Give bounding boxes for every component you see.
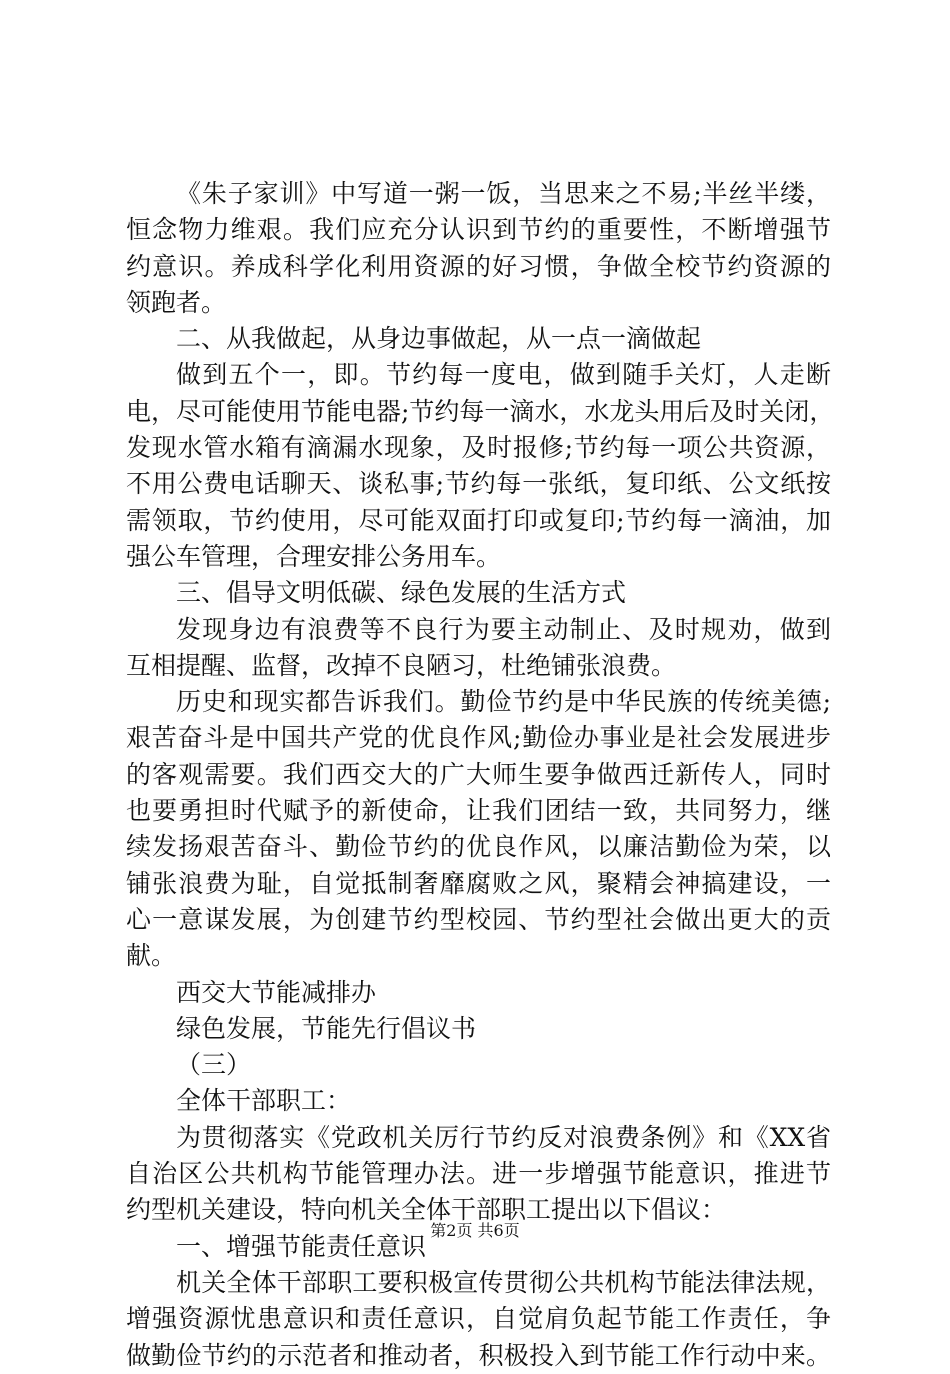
text-line: 约型机关建设，特向机关全体干部职工提出以下倡议： — [126, 1195, 727, 1225]
text-line: 约意识。养成科学化利用资源的好习惯，争做全校节约资源的 — [126, 251, 831, 281]
text-line: 艰苦奋斗是中国共产党的优良作风;勤俭办事业是社会发展进步 — [126, 723, 831, 753]
document-body — [126, 176, 835, 1374]
text-line: 一、增强节能责任意识 — [176, 1231, 427, 1261]
text-line: 互相提醒、监督，改掉不良陋习，杜绝铺张浪费。 — [126, 650, 677, 680]
page-footer: 第2页 共6页 — [430, 1221, 520, 1240]
text-line: 铺张浪费为耻，自觉抵制奢靡腐败之风，聚精会神搞建设，一 — [126, 868, 831, 898]
text-line: 强公车管理，合理安排公务用车。 — [126, 541, 502, 571]
text-line: 也要勇担时代赋予的新使命，让我们团结一致，共同努力，继 — [126, 796, 831, 826]
text-line: 心一意谋发展，为创建节约型校园、节约型社会做出更大的贡 — [126, 904, 831, 934]
text-line: 的客观需要。我们西交大的广大师生要争做西迁新传人，同时 — [126, 759, 831, 789]
text-line: 二、从我做起，从身边事做起，从一点一滴做起 — [176, 324, 702, 354]
text-line: 献。 — [126, 941, 177, 971]
text-line: 为贯彻落实《党政机关厉行节约反对浪费条例》和《XX省 — [176, 1122, 831, 1152]
text-line: 领跑者。 — [126, 287, 227, 317]
text-line: 三、倡导文明低碳、绿色发展的生活方式 — [176, 578, 627, 608]
text-line: 增强资源忧患意识和责任意识，自觉肩负起节能工作责任，争 — [126, 1304, 831, 1334]
text-line: 需领取，节约使用，尽可能双面打印或复印;节约每一滴油，加 — [126, 505, 831, 535]
text-line: （三） — [176, 1050, 252, 1080]
text-line: 全体干部职工： — [176, 1086, 352, 1116]
text-line: 绿色发展，节能先行倡议书 — [176, 1013, 477, 1043]
text-line: 做勤俭节约的示范者和推动者，积极投入到节能工作行动中来。 — [126, 1340, 831, 1370]
text-line: 电，尽可能使用节能电器;节约每一滴水，水龙头用后及时关闭， — [126, 396, 835, 426]
text-line: 恒念物力维艰。我们应充分认识到节约的重要性，不断增强节 — [126, 215, 831, 245]
text-line: 历史和现实都告诉我们。勤俭节约是中华民族的传统美德; — [176, 687, 831, 717]
text-line: 西交大节能减排办 — [176, 977, 377, 1007]
text-line: 续发扬艰苦奋斗、勤俭节约的优良作风，以廉洁勤俭为荣，以 — [126, 832, 831, 862]
text-line: 自治区公共机构节能管理办法。进一步增强节能意识，推进节 — [126, 1159, 831, 1189]
text-line: 《朱子家训》中写道一粥一饭，当思来之不易;半丝半缕， — [176, 179, 831, 208]
text-line: 发现身边有浪费等不良行为要主动制止、及时规劝，做到 — [176, 614, 831, 644]
text-line: 做到五个一，即。节约每一度电，做到随手关灯，人走断 — [176, 360, 831, 390]
text-line: 不用公费电话聊天、谈私事;节约每一张纸，复印纸、公文纸按 — [126, 469, 831, 499]
text-line: 发现水管水箱有滴漏水现象，及时报修;节约每一项公共资源， — [126, 433, 831, 463]
text-line: 机关全体干部职工要积极宣传贯彻公共机构节能法律法规， — [176, 1267, 831, 1297]
